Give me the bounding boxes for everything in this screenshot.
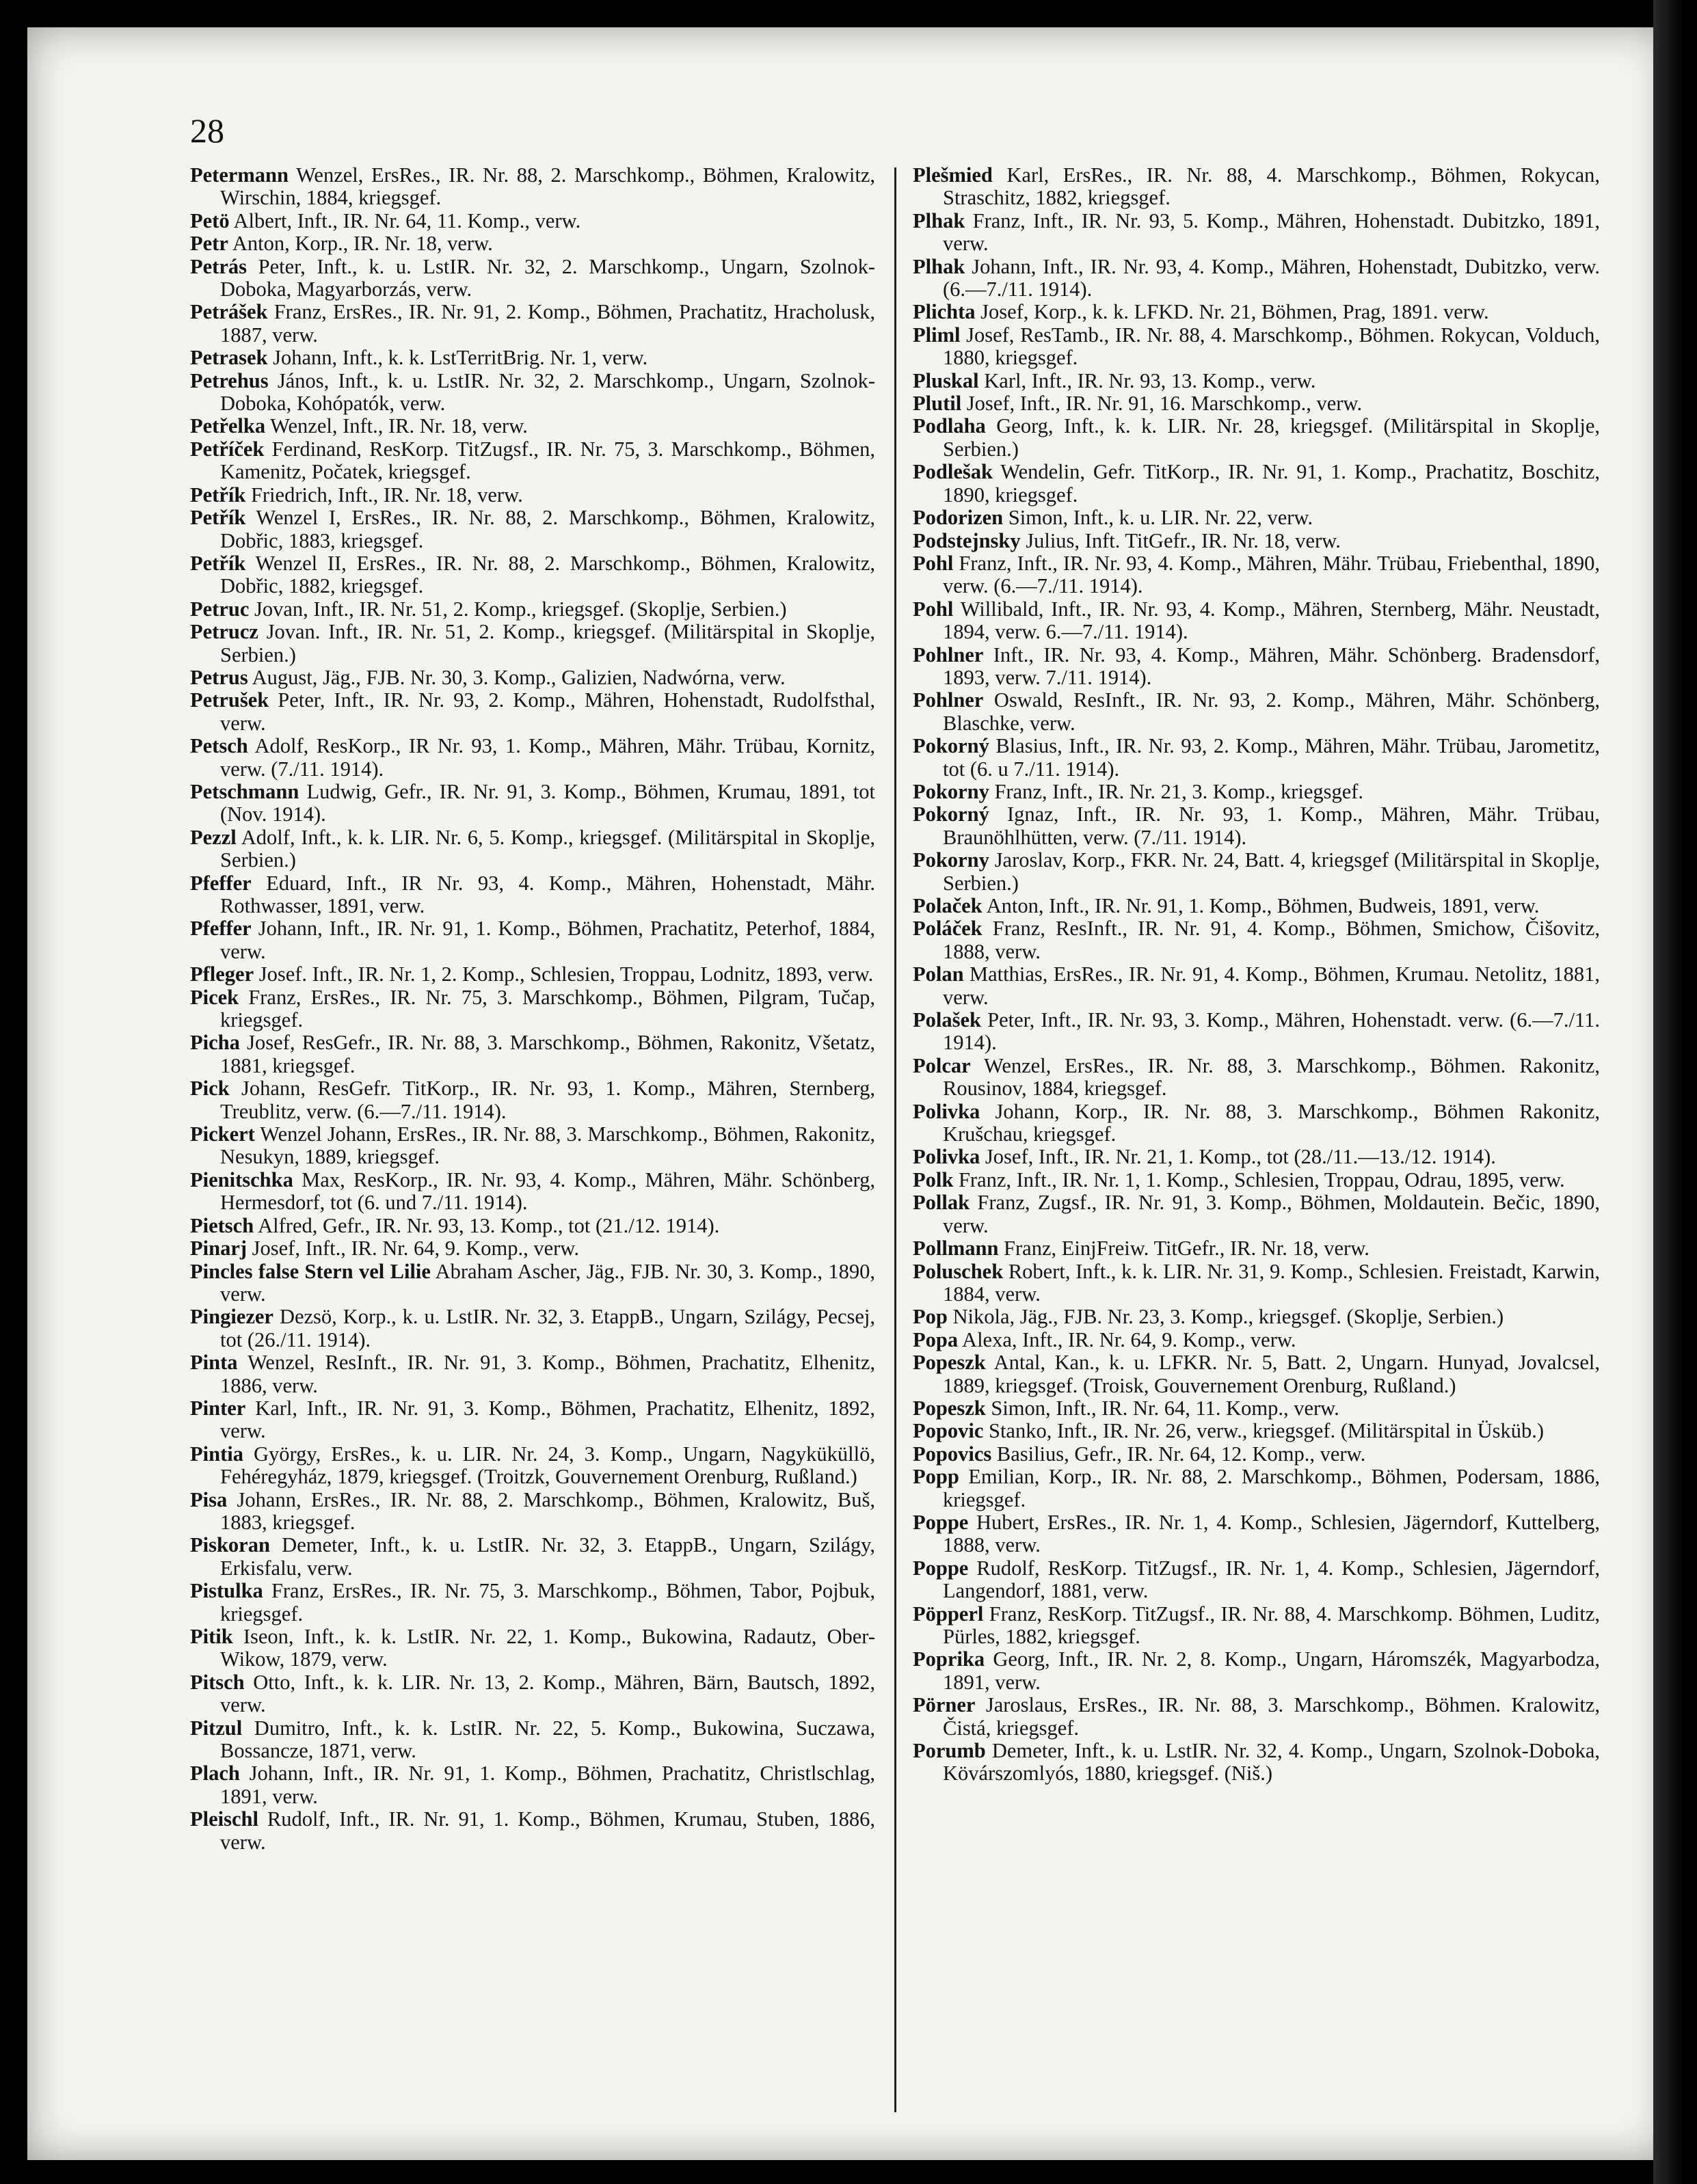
list-item — [190, 438, 875, 484]
list-item — [913, 1169, 1600, 1191]
entry-surname: Pleischl — [190, 1807, 258, 1831]
entry-surname: Pinter — [190, 1396, 246, 1420]
entry-details: Johann, Inft., IR. Nr. 91, 1. Komp., Böhmen, Prachatitz, Peterhof, 1884, verw. — [220, 917, 875, 963]
entry-details: Albert, Inft., IR. Nr. 64, 11. Komp., verw. — [233, 208, 581, 232]
list-item — [190, 986, 875, 1032]
entry-surname: Pokorny — [913, 779, 989, 803]
entry-details: Abraham Ascher, Jäg., FJB. Nr. 30, 3. Komp., 1890, verw. — [220, 1259, 875, 1306]
entry-details: Josef, Inft., IR. Nr. 21, 1. Komp., tot (28./11.—13./12. 1914). — [985, 1145, 1496, 1169]
entry-details: Jovan. Inft., IR. Nr. 51, 2. Komp., kriegsgef. (Militärspital in Skoplje, Serbien.) — [220, 620, 876, 666]
list-item — [913, 1146, 1600, 1168]
entry-details: Rudolf, Inft., IR. Nr. 91, 1. Komp., Böhmen, Krumau, Stuben, 1886, verw. — [220, 1807, 875, 1854]
entry-surname: Petřík — [190, 551, 246, 575]
entry-surname: Pezzl — [190, 825, 237, 849]
list-item — [913, 735, 1600, 781]
entry-details: Johann, ErsRes., IR. Nr. 88, 2. Marschkomp., Böhmen, Kralowitz, Buš, 1883, kriegsgef. — [220, 1487, 876, 1534]
list-item — [913, 1740, 1600, 1785]
list-item — [190, 826, 875, 872]
list-item — [913, 1603, 1600, 1649]
entry-surname: Pitsch — [190, 1670, 245, 1694]
list-item — [190, 507, 875, 552]
entry-surname: Piskoran — [190, 1533, 270, 1557]
entry-surname: Plešmied — [913, 163, 993, 187]
list-item — [913, 895, 1600, 917]
list-item — [913, 1237, 1600, 1260]
entry-surname: Podstejnsky — [913, 528, 1021, 552]
entry-details: Stanko, Inft., IR. Nr. 26, verw., kriegsgef. (Militärspital in Üsküb.) — [988, 1419, 1545, 1443]
entry-details: Anton, Inft., IR. Nr. 91, 1. Komp., Böhmen, Budweis, 1891, verw. — [986, 894, 1540, 917]
list-item — [190, 1580, 875, 1626]
list-item — [913, 1420, 1600, 1442]
list-item — [913, 1055, 1600, 1101]
list-item — [190, 415, 875, 437]
list-item — [190, 210, 875, 232]
entry-surname: Picha — [190, 1031, 240, 1055]
list-item — [913, 1466, 1600, 1511]
list-item — [913, 1329, 1600, 1351]
list-item — [913, 1306, 1600, 1328]
entry-details: Blasius, Inft., IR. Nr. 93, 2. Komp., Mähren, Mähr. Trübau, Jarometitz, tot (6. u 7./11. 1914). — [943, 734, 1600, 781]
list-item — [190, 347, 875, 369]
entry-details: Julius, Inft. TitGefr., IR. Nr. 18, verw. — [1026, 528, 1341, 552]
list-item — [190, 1443, 875, 1489]
entry-details: Alfred, Gefr., IR. Nr. 93, 13. Komp., tot (21./12. 1914). — [258, 1213, 720, 1237]
list-item — [190, 164, 875, 210]
entry-surname: Petřík — [190, 506, 246, 530]
entry-details: Oswald, ResInft., IR. Nr. 93, 2. Komp., Mähren, Mähr. Schönberg, Blaschke, verw. — [943, 688, 1600, 735]
entry-surname: Petrehus — [190, 368, 269, 392]
list-item — [913, 689, 1600, 735]
list-item — [190, 552, 875, 598]
entry-surname: Plach — [190, 1762, 240, 1785]
entry-surname: Pitik — [190, 1625, 233, 1648]
column-divider — [894, 167, 896, 2112]
list-item — [913, 552, 1600, 598]
list-item — [913, 1351, 1600, 1397]
entry-surname: Pick — [190, 1077, 230, 1101]
list-item — [913, 644, 1600, 690]
entry-details: Franz, EinjFreiw. TitGefr., IR. Nr. 18, verw. — [1004, 1237, 1369, 1260]
entry-surname: Popovics — [913, 1442, 992, 1466]
list-item — [913, 1009, 1600, 1055]
entry-surname: Pingiezer — [190, 1305, 273, 1329]
list-item — [913, 392, 1600, 415]
entry-details: Jaroslav, Korp., FKR. Nr. 24, Batt. 4, kriegsgef (Militärspital in Skoplje, Serbien.) — [943, 848, 1601, 895]
entry-surname: Pietsch — [190, 1213, 254, 1237]
entry-surname: Petřík — [190, 483, 246, 507]
entry-surname: Pollmann — [913, 1237, 999, 1260]
entry-details: Georg, Inft., k. k. LIR. Nr. 28, kriegsgef. (Militärspital in Skoplje, Serbien.) — [943, 414, 1601, 461]
list-item — [913, 370, 1600, 392]
list-item — [913, 1694, 1600, 1740]
entry-surname: Pienitschka — [190, 1168, 293, 1191]
entry-details: Franz, Zugsf., IR. Nr. 91, 3. Komp., Böhmen, Moldautein. Bečic, 1890, verw. — [943, 1191, 1600, 1237]
entry-surname: Popovic — [913, 1419, 984, 1443]
entry-details: Willibald, Inft., IR. Nr. 93, 4. Komp., Mähren, Sternberg, Mähr. Neustadt, 1894, verw. 6.—7./11. 1914). — [943, 597, 1601, 644]
entry-surname: Polašek — [913, 1008, 981, 1032]
entry-details: Dumitro, Inft., k. k. LstIR. Nr. 22, 5. Komp., Bukowina, Suczawa, Bossancze, 1871, verw. — [220, 1716, 875, 1763]
entry-surname: Petschmann — [190, 779, 299, 803]
entry-details: Wenzel, Inft., IR. Nr. 18, verw. — [270, 414, 528, 438]
entry-surname: Pohlner — [913, 688, 984, 712]
entry-surname: Polivka — [913, 1099, 980, 1123]
entry-surname: Petr — [190, 232, 228, 256]
list-item — [913, 1260, 1600, 1306]
entry-details: Peter, Inft., k. u. LstIR. Nr. 32, 2. Marschkomp., Ungarn, Szolnok-Doboka, Magyarborzás, verw. — [220, 254, 876, 301]
entry-details: Josef, Inft., IR. Nr. 91, 16. Marschkomp., verw. — [966, 392, 1363, 416]
list-item — [913, 803, 1600, 849]
list-item — [913, 507, 1600, 529]
entry-surname: Popeszk — [913, 1396, 986, 1420]
entry-details: Karl, Inft., IR. Nr. 91, 3. Komp., Böhmen, Prachatitz, Elhenitz, 1892, verw. — [220, 1396, 876, 1443]
entry-surname: Petřelka — [190, 414, 266, 438]
entry-surname: Petsch — [190, 734, 248, 758]
entry-details: Ferdinand, ResKorp. TitZugsf., IR. Nr. 75, 3. Marschkomp., Böhmen, Kamenitz, Počatek, kriegsgef. — [220, 437, 876, 484]
entry-surname: Popeszk — [913, 1351, 986, 1375]
entry-surname: Pöpperl — [913, 1602, 984, 1626]
entry-details: Max, ResKorp., IR. Nr. 93, 4. Komp., Mähren, Mähr. Schönberg, Hermesdorf, tot (6. und 7./11. 1914). — [220, 1168, 876, 1215]
list-item — [913, 1648, 1600, 1694]
list-item — [190, 689, 875, 735]
list-item — [913, 1191, 1600, 1237]
entry-details: Franz, ResInft., IR. Nr. 91, 4. Komp., Böhmen, Smichow, Čišovitz, 1888, verw. — [943, 917, 1600, 963]
entry-details: Josef, ResTamb., IR. Nr. 88, 4. Marschkomp., Böhmen. Rokycan, Volduch, 1880, kriegsgef. — [943, 323, 1600, 370]
list-item — [190, 1077, 875, 1123]
list-item — [190, 963, 875, 986]
entry-surname: Pliml — [913, 323, 961, 347]
entry-surname: Polcar — [913, 1053, 971, 1077]
entry-surname: Petrucz — [190, 620, 258, 644]
entry-details: Peter, Inft., IR. Nr. 93, 3. Komp., Mähren, Hohenstadt. verw. (6.—7./11. 1914). — [943, 1008, 1601, 1055]
entry-surname: Pfleger — [190, 962, 254, 986]
entry-details: Adolf, ResKorp., IR Nr. 93, 1. Komp., Mähren, Mähr. Trübau, Kornitz, verw. (7./11. 1914). — [220, 734, 875, 781]
entry-details: Jaroslaus, ErsRes., IR. Nr. 88, 3. Marschkomp., Böhmen. Kralowitz, Čistá, kriegsgef. — [943, 1693, 1601, 1740]
entry-details: Ignaz, Inft., IR. Nr. 93, 1. Komp., Mähren, Mähr. Trübau, Braunöhlhütten, verw. (7./11. 1914). — [943, 803, 1601, 849]
list-item — [190, 781, 875, 826]
entry-surname: Pfeffer — [190, 917, 252, 941]
entry-details: Simon, Inft., k. u. LIR. Nr. 22, verw. — [1008, 506, 1313, 530]
list-item — [913, 1511, 1600, 1557]
list-item — [190, 735, 875, 781]
entry-surname: Polaček — [913, 894, 983, 917]
entry-surname: Poluschek — [913, 1259, 1004, 1283]
list-item — [190, 1762, 875, 1808]
entry-details: Robert, Inft., k. k. LIR. Nr. 31, 9. Komp., Schlesien. Freistadt, Karwin, 1884, verw. — [943, 1259, 1601, 1306]
entry-details: Demeter, Inft., k. u. LstIR. Nr. 32, 3. EtappB., Ungarn, Szilágy, Erkisfalu, verw. — [220, 1533, 876, 1580]
entry-details: Johann, Korp., IR. Nr. 88, 3. Marschkomp., Böhmen Rakonitz, Krušchau, kriegsgef. — [943, 1099, 1600, 1146]
entry-details: János, Inft., k. u. LstIR. Nr. 32, 2. Marschkomp., Ungarn, Szolnok-Doboka, Kohópatók, verw. — [220, 368, 876, 416]
entry-details: Wenzel, ErsRes., IR. Nr. 88, 2. Marschkomp., Böhmen, Kralowitz, Wirschin, 1884, kriegsgef. — [220, 163, 876, 210]
list-item — [913, 781, 1600, 803]
list-item — [190, 1169, 875, 1215]
entry-details: Antal, Kan., k. u. LFKR. Nr. 5, Batt. 2, Ungarn. Hunyad, Jovalcsel, 1889, kriegsgef. (Troisk, Gouvernement Orenburg, Rußland.) — [943, 1351, 1600, 1397]
entry-surname: Pohl — [913, 597, 954, 621]
entry-surname: Pisa — [190, 1487, 228, 1511]
entry-surname: Podlešak — [913, 460, 993, 484]
list-item — [190, 1534, 875, 1580]
left-column — [190, 164, 875, 1854]
entry-details: Josef. Inft., IR. Nr. 1, 2. Komp., Schlesien, Troppau, Lodnitz, 1893, verw. — [258, 962, 874, 986]
entry-surname: Plhak — [913, 254, 965, 278]
entry-surname: Pörner — [913, 1693, 976, 1717]
list-item — [190, 1351, 875, 1397]
entry-details: Jovan, Inft., IR. Nr. 51, 2. Komp., kriegsgef. (Skoplje, Serbien.) — [254, 597, 787, 621]
entry-details: Franz, ResKorp. TitZugsf., IR. Nr. 88, 4. Marschkomp. Böhmen, Luditz, Pürles, 1882, kriegsgef. — [943, 1602, 1601, 1648]
entry-details: Simon, Inft., IR. Nr. 64, 11. Komp., verw. — [991, 1396, 1339, 1420]
entry-surname: Pop — [913, 1305, 948, 1329]
entry-details: Dezsö, Korp., k. u. LstIR. Nr. 32, 3. EtappB., Ungarn, Szilágy, Pecsej, tot (26./11. 1914). — [220, 1305, 875, 1351]
entry-details: Wenzel, ErsRes., IR. Nr. 88, 3. Marschkomp., Böhmen. Rakonitz, Rousinov, 1884, kriegsgef. — [943, 1053, 1600, 1101]
entry-details: Ludwig, Gefr., IR. Nr. 91, 3. Komp., Böhmen, Krumau, 1891, tot (Nov. 1914). — [220, 779, 875, 826]
list-item — [913, 1557, 1600, 1603]
list-item — [190, 1626, 875, 1671]
list-item — [190, 1717, 875, 1763]
entry-details: Johann, ResGefr. TitKorp., IR. Nr. 93, 1. Komp., Mähren, Sternberg, Treublitz, verw. (6.—7./11. 1914). — [220, 1077, 875, 1123]
entry-details: Wenzel, ResInft., IR. Nr. 91, 3. Komp., Böhmen, Prachatitz, Elhenitz, 1886, verw. — [220, 1351, 876, 1397]
list-item — [913, 1397, 1600, 1420]
list-item — [190, 872, 875, 918]
entry-surname: Poppe — [913, 1510, 969, 1534]
list-item — [190, 484, 875, 507]
list-item — [913, 1101, 1600, 1146]
entry-surname: Pitzul — [190, 1716, 243, 1740]
entry-details: Georg, Inft., IR. Nr. 2, 8. Komp., Ungarn, Háromszék, Magyarbodza, 1891, verw. — [943, 1647, 1600, 1694]
entry-surname: Pokorny — [913, 848, 989, 872]
entry-surname: Pickert — [190, 1122, 255, 1146]
list-item — [913, 415, 1600, 461]
list-item — [913, 530, 1600, 552]
entry-details: Karl, Inft., IR. Nr. 93, 13. Komp., verw. — [984, 368, 1316, 392]
list-item — [190, 1808, 875, 1854]
entry-details: Franz, ErsRes., IR. Nr. 75, 3. Marschkomp., Böhmen, Pilgram, Tučap, kriegsgef. — [220, 985, 876, 1032]
entry-details: Eduard, Inft., IR Nr. 93, 4. Komp., Mähren, Hohenstadt, Mähr. Rothwasser, 1891, verw. — [220, 871, 875, 917]
entry-details: Josef, Korp., k. k. LFKD. Nr. 21, Böhmen, Prag, 1891. verw. — [980, 300, 1489, 324]
entry-details: Matthias, ErsRes., IR. Nr. 91, 4. Komp., Böhmen, Krumau. Netolitz, 1881, verw. — [943, 962, 1601, 1009]
list-item — [190, 666, 875, 689]
list-item — [190, 1397, 875, 1443]
entry-surname: Petermann — [190, 163, 289, 187]
entry-surname: Pohlner — [913, 643, 984, 666]
list-item — [913, 210, 1600, 256]
entry-details: Rudolf, ResKorp. TitZugsf., IR. Nr. 1, 4. Komp., Schlesien, Jägerndorf, Langendorf, 1881, verw. — [943, 1556, 1601, 1603]
entry-details: Johann, Inft., k. k. LstTerritBrig. Nr. 1, verw. — [273, 346, 648, 370]
entry-details: György, ErsRes., k. u. LIR. Nr. 24, 3. Komp., Ungarn, Nagyküküllö, Fehéregyház, 1879, kriegsgef. (Troitzk, Gouvernement Orenburg, Rußland.) — [220, 1442, 875, 1489]
list-item — [913, 324, 1600, 370]
list-item — [190, 1489, 875, 1535]
entry-details: Wenzel I, ErsRes., IR. Nr. 88, 2. Marschkomp., Böhmen, Kralowitz, Dobřic, 1883, kriegsgef. — [220, 506, 876, 552]
entry-surname: Pincles false Stern vel Lilie — [190, 1259, 431, 1283]
entry-details: Friedrich, Inft., IR. Nr. 18, verw. — [250, 483, 523, 507]
entry-details: Wenzel Johann, ErsRes., IR. Nr. 88, 3. Marschkomp., Böhmen, Rakonitz, Nesukyn, 1889, kriegsgef. — [220, 1122, 875, 1169]
list-item — [190, 1215, 875, 1237]
entry-surname: Pohl — [913, 551, 954, 575]
entry-surname: Pinarj — [190, 1237, 248, 1260]
list-item — [190, 1237, 875, 1260]
entry-details: Basilius, Gefr., IR. Nr. 64, 12. Komp., verw. — [996, 1442, 1366, 1466]
entry-surname: Pokorný — [913, 734, 989, 758]
entry-details: Wendelin, Gefr. TitKorp., IR. Nr. 91, 1. Komp., Prachatitz, Boschitz, 1890, kriegsgef. — [943, 460, 1601, 507]
entry-surname: Polan — [913, 962, 964, 986]
list-item — [913, 461, 1600, 507]
entry-details: Franz, ErsRes., IR. Nr. 75, 3. Marschkomp., Böhmen, Tabor, Pojbuk, kriegsgef. — [220, 1579, 876, 1626]
list-item — [190, 1671, 875, 1717]
entry-details: Adolf, Inft., k. k. LIR. Nr. 6, 5. Komp., kriegsgef. (Militärspital in Skoplje, Serbien.) — [220, 825, 875, 872]
document-page — [27, 27, 1668, 2160]
entry-details: Inft., IR. Nr. 93, 4. Komp., Mähren, Mähr. Schönberg. Bradensdorf, 1893, verw. 7./11. 1914). — [943, 643, 1601, 689]
entry-surname: Podorizen — [913, 506, 1004, 530]
entry-details: Johann, Inft., IR. Nr. 91, 1. Komp., Böhmen, Prachatitz, Christlschlag, 1891, verw. — [220, 1762, 875, 1808]
entry-surname: Pollak — [913, 1191, 970, 1215]
list-item — [913, 256, 1600, 301]
list-item — [913, 917, 1600, 963]
list-item — [913, 301, 1600, 323]
entry-surname: Petruc — [190, 597, 250, 621]
entry-surname: Petrušek — [190, 688, 269, 712]
entry-details: Anton, Korp., IR. Nr. 18, verw. — [232, 232, 493, 256]
entry-details: Nikola, Jäg., FJB. Nr. 23, 3. Komp., kriegsgef. (Skoplje, Serbien.) — [952, 1305, 1504, 1329]
entry-surname: Petrasek — [190, 346, 268, 370]
list-item — [190, 621, 875, 666]
entry-surname: Picek — [190, 985, 239, 1009]
list-item — [190, 256, 875, 301]
list-item — [190, 1306, 875, 1351]
entry-surname: Popa — [913, 1327, 959, 1351]
entry-surname: Podlaha — [913, 414, 986, 438]
entry-details: Franz, Inft., IR. Nr. 21, 3. Komp., kriegsgef. — [994, 779, 1364, 803]
entry-surname: Plhak — [913, 208, 965, 232]
list-item — [190, 1260, 875, 1306]
list-item — [190, 917, 875, 963]
entry-surname: Pintia — [190, 1442, 243, 1466]
entry-surname: Petrás — [190, 254, 247, 278]
list-item — [913, 598, 1600, 644]
list-item — [190, 1032, 875, 1077]
entry-details: Iseon, Inft., k. k. LstIR. Nr. 22, 1. Komp., Bukowina, Radautz, Ober-Wikow, 1879, verw. — [220, 1625, 876, 1671]
entry-surname: Poprika — [913, 1647, 985, 1671]
entry-details: Josef, Inft., IR. Nr. 64, 9. Komp., verw. — [252, 1237, 579, 1260]
entry-details: August, Jäg., FJB. Nr. 30, 3. Komp., Galizien, Nadwórna, verw. — [252, 665, 786, 689]
entry-surname: Pistulka — [190, 1579, 263, 1603]
entry-details: Alexa, Inft., IR. Nr. 64, 9. Komp., verw. — [962, 1327, 1296, 1351]
entry-details: Franz, ErsRes., IR. Nr. 91, 2. Komp., Böhmen, Prachatitz, Hracholusk, 1887, verw. — [220, 300, 876, 347]
page-number: 28 — [190, 111, 224, 150]
entry-surname: Poppe — [913, 1556, 969, 1580]
entry-details: Otto, Inft., k. k. LIR. Nr. 13, 2. Komp., Mähren, Bärn, Bautsch, 1892, verw. — [220, 1670, 876, 1717]
list-item — [913, 164, 1600, 210]
entry-surname: Pokorný — [913, 803, 989, 826]
entry-surname: Petrus — [190, 665, 248, 689]
list-item — [190, 598, 875, 621]
list-item — [913, 1443, 1600, 1466]
list-item — [190, 370, 875, 416]
entry-surname: Pinta — [190, 1351, 238, 1375]
entry-surname: Plichta — [913, 300, 976, 324]
entry-surname: Petříček — [190, 437, 265, 461]
entry-details: Demeter, Inft., k. u. LstIR. Nr. 32, 4. Komp., Ungarn, Szolnok-Doboka, Kövárszomlyós, 1880, kriegsgef. (Niš.) — [943, 1739, 1600, 1785]
entry-surname: Popp — [913, 1465, 959, 1489]
list-item — [190, 1123, 875, 1169]
list-item — [913, 849, 1600, 895]
list-item — [913, 963, 1600, 1009]
entry-surname: Pluskal — [913, 368, 979, 392]
entry-surname: Porumb — [913, 1739, 986, 1763]
entry-details: Franz, Inft., IR. Nr. 93, 5. Komp., Mähren, Hohenstadt. Dubitzko, 1891, verw. — [943, 208, 1601, 256]
entry-details: Emilian, Korp., IR. Nr. 88, 2. Marschkomp., Böhmen, Podersam, 1886, kriegsgef. — [943, 1465, 1601, 1511]
entry-surname: Polivka — [913, 1145, 980, 1169]
entry-surname: Pfeffer — [190, 871, 252, 895]
entry-surname: Poláček — [913, 917, 983, 941]
entry-details: Hubert, ErsRes., IR. Nr. 1, 4. Komp., Schlesien, Jägerndorf, Kuttelberg, 1888, verw. — [943, 1510, 1601, 1557]
entry-details: Josef, ResGefr., IR. Nr. 88, 3. Marschkomp., Böhmen, Rakonitz, Všetatz, 1881, kriegsgef. — [220, 1031, 875, 1077]
entry-surname: Polk — [913, 1168, 954, 1191]
scan-edge — [1653, 0, 1697, 2184]
right-column — [913, 164, 1600, 1785]
entry-details: Franz, Inft., IR. Nr. 1, 1. Komp., Schlesien, Troppau, Odrau, 1895, verw. — [958, 1168, 1565, 1191]
entry-surname: Petrášek — [190, 300, 268, 324]
list-item — [190, 232, 875, 255]
list-item — [190, 301, 875, 347]
entry-surname: Petö — [190, 208, 230, 232]
entry-details: Karl, ErsRes., IR. Nr. 88, 4. Marschkomp., Böhmen, Rokycan, Straschitz, 1882, kriegsgef. — [943, 163, 1600, 210]
entry-details: Wenzel II, ErsRes., IR. Nr. 88, 2. Marschkomp., Böhmen, Kralowitz, Dobřic, 1882, kriegsgef. — [220, 551, 876, 598]
entry-details: Franz, Inft., IR. Nr. 93, 4. Komp., Mähren, Mähr. Trübau, Friebenthal, 1890, verw. (6.—7./11. 1914). — [943, 551, 1600, 598]
entry-surname: Plutil — [913, 392, 962, 416]
entry-details: Peter, Inft., IR. Nr. 93, 2. Komp., Mähren, Hohenstadt, Rudolfsthal, verw. — [220, 688, 875, 735]
entry-details: Johann, Inft., IR. Nr. 93, 4. Komp., Mähren, Hohenstadt, Dubitzko, verw. (6.—7./11. 1914). — [943, 254, 1601, 301]
